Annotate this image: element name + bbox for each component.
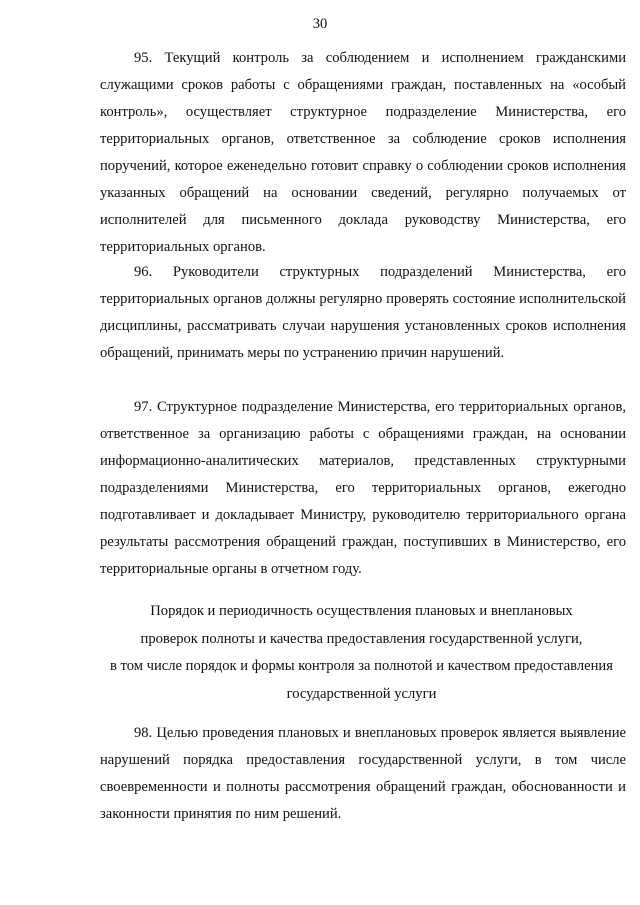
- paragraph-95: 95. Текущий контроль за соблюдением и исполнением гражданскими служащими сроков работы с обращениями граждан, поставленных на «особый контроль», осуществляет структурное подразделение Министерства, его территориальных органов, ответственное за соблюдение сроков исполнения поручений, которое еженедельно готовит справку о соблюдении сроков исполнения указанных обращений на основании сведений, регулярно получаемых от исполнителей для письменного доклада руководству Министерства, его территориальных органов.: [100, 50, 626, 255]
- heading-line-2: проверок полноты и качества предоставления государственной услуги,: [140, 630, 583, 647]
- section-heading: [95, 598, 628, 708]
- paragraph-96: 96. Руководители структурных подразделений Министерства, его территориальных органов должны регулярно проверять состояние исполнительской дисциплины, рассматривать случаи нарушения установленных сроков исполнения обращений, принимать меры по устранению причин нарушений.: [100, 264, 626, 361]
- heading-line-1: Порядок и периодичность осуществления плановых и внеплановых: [150, 603, 573, 619]
- heading-line-4: государственной услуги: [286, 685, 437, 702]
- paragraph-98: 98. Целью проведения плановых и внеплановых проверок является выявление нарушений порядка предоставления государственной услуги, в том числе своевременности и полноты рассмотрения обращений граждан, обоснованности и законности принятия по ним решений.: [100, 725, 626, 822]
- page-number: 30: [312, 16, 328, 32]
- paragraph-97: 97. Структурное подразделение Министерства, его территориальных органов, ответственное за организацию работы с обращениями граждан, на основании информационно-аналитических материалов, представленных структурными подразделениями Министерства, его территориальных органов, ежегодно подготавливает и докладывает Министру, руководителю территориального органа результаты рассмотрения обращений граждан, поступивших в Министерство, его территориальные органы в отчетном году.: [100, 399, 626, 577]
- heading-line-3: в том числе порядок и формы контроля за полнотой и качеством предоставления: [110, 658, 613, 674]
